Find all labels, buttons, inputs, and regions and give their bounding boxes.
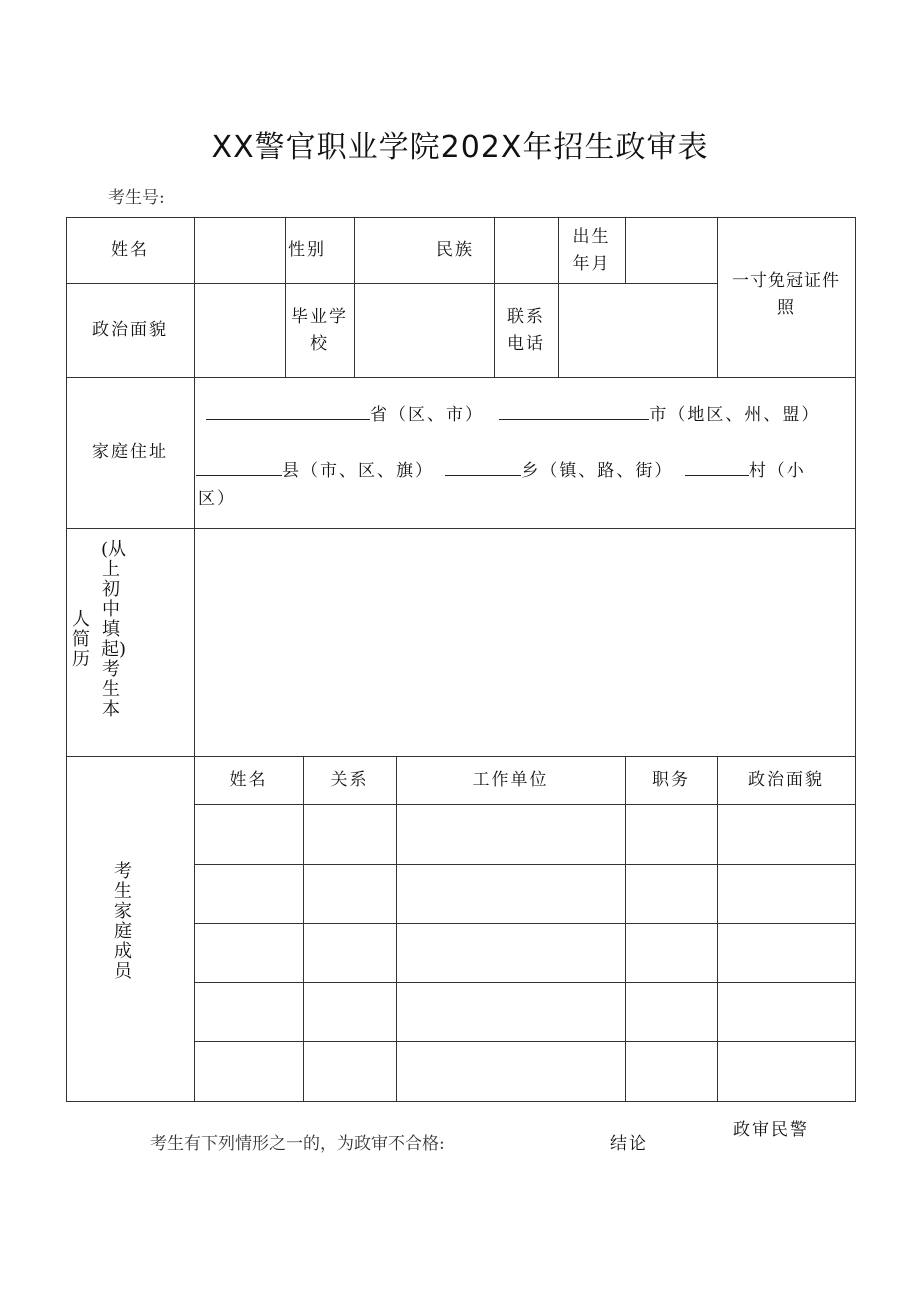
political-status-label: 政治面貌 bbox=[92, 319, 168, 340]
city-suffix: 市（地区、州、盟） bbox=[649, 405, 821, 425]
county-suffix: 县（市、区、旗） bbox=[282, 461, 434, 481]
reviewer-label: 政审民警 bbox=[733, 1120, 809, 1140]
table-row[interactable] bbox=[194, 1041, 855, 1101]
birth-label-line1: 出生 bbox=[572, 227, 611, 247]
page-title: XX警官职业学院202X年招生政审表 bbox=[211, 130, 709, 165]
ethnicity-field[interactable] bbox=[494, 217, 558, 283]
province-suffix: 省（区、市） bbox=[370, 405, 484, 425]
family-header-political: 政治面貌 bbox=[748, 769, 824, 790]
disqualification-note: 考生有下列情形之一的，为政审不合格: bbox=[150, 1134, 445, 1154]
phone-field[interactable] bbox=[558, 283, 717, 377]
photo-label-line2: 照 bbox=[777, 298, 795, 318]
political-status-field[interactable] bbox=[194, 283, 285, 377]
address-label: 家庭住址 bbox=[92, 442, 168, 462]
phone-label bbox=[494, 301, 558, 361]
family-header-relation: 关系 bbox=[330, 769, 369, 790]
address-line-3: 区） bbox=[198, 489, 236, 509]
town-blank[interactable] bbox=[445, 459, 521, 476]
name-label: 姓名 bbox=[111, 239, 149, 260]
family-header-position: 职务 bbox=[652, 769, 690, 790]
resume-field[interactable] bbox=[194, 528, 855, 756]
school-field[interactable] bbox=[354, 283, 494, 377]
table-row[interactable] bbox=[194, 804, 855, 864]
ethnicity-label: 民族 bbox=[436, 239, 474, 260]
family-header-name: 姓名 bbox=[229, 769, 268, 790]
city-blank[interactable] bbox=[499, 403, 649, 420]
family-header-workplace: 工作单位 bbox=[472, 769, 549, 790]
family-label: 考生家庭成员 bbox=[114, 861, 132, 982]
name-field[interactable] bbox=[194, 217, 285, 283]
phone-label-line1: 联系 bbox=[507, 307, 545, 327]
resume-label-col-b: (从上初中填起)考生本 bbox=[101, 539, 127, 720]
table-row[interactable] bbox=[194, 982, 855, 1041]
county-blank[interactable] bbox=[196, 459, 282, 476]
school-label-line2: 校 bbox=[310, 334, 329, 354]
photo-label-line1: 一寸免冠证件 bbox=[732, 271, 840, 291]
village-suffix: 村（小 bbox=[748, 461, 806, 481]
address-line-2 bbox=[196, 456, 806, 481]
birth-date-field[interactable] bbox=[625, 217, 717, 283]
table-border-bottom bbox=[66, 1101, 856, 1102]
table-row[interactable] bbox=[194, 923, 855, 982]
exam-number-label: 考生号: bbox=[108, 188, 165, 208]
gender-label: 性别 bbox=[288, 239, 326, 260]
birth-date-label bbox=[558, 221, 625, 281]
resume-label-col-a: 人简历 bbox=[72, 609, 90, 670]
village-blank[interactable] bbox=[685, 459, 749, 476]
conclusion-label: 结论 bbox=[610, 1134, 648, 1154]
photo-box bbox=[717, 268, 855, 328]
table-row[interactable] bbox=[194, 864, 855, 923]
school-label-line1: 毕业学 bbox=[291, 307, 348, 327]
table-border-right bbox=[855, 217, 856, 1102]
phone-label-line2: 电话 bbox=[507, 334, 545, 354]
birth-label-line2: 年月 bbox=[572, 254, 611, 274]
town-suffix: 乡（镇、路、街） bbox=[521, 461, 674, 481]
address-line-1 bbox=[206, 400, 820, 425]
province-blank[interactable] bbox=[206, 403, 370, 420]
school-label bbox=[285, 301, 354, 361]
